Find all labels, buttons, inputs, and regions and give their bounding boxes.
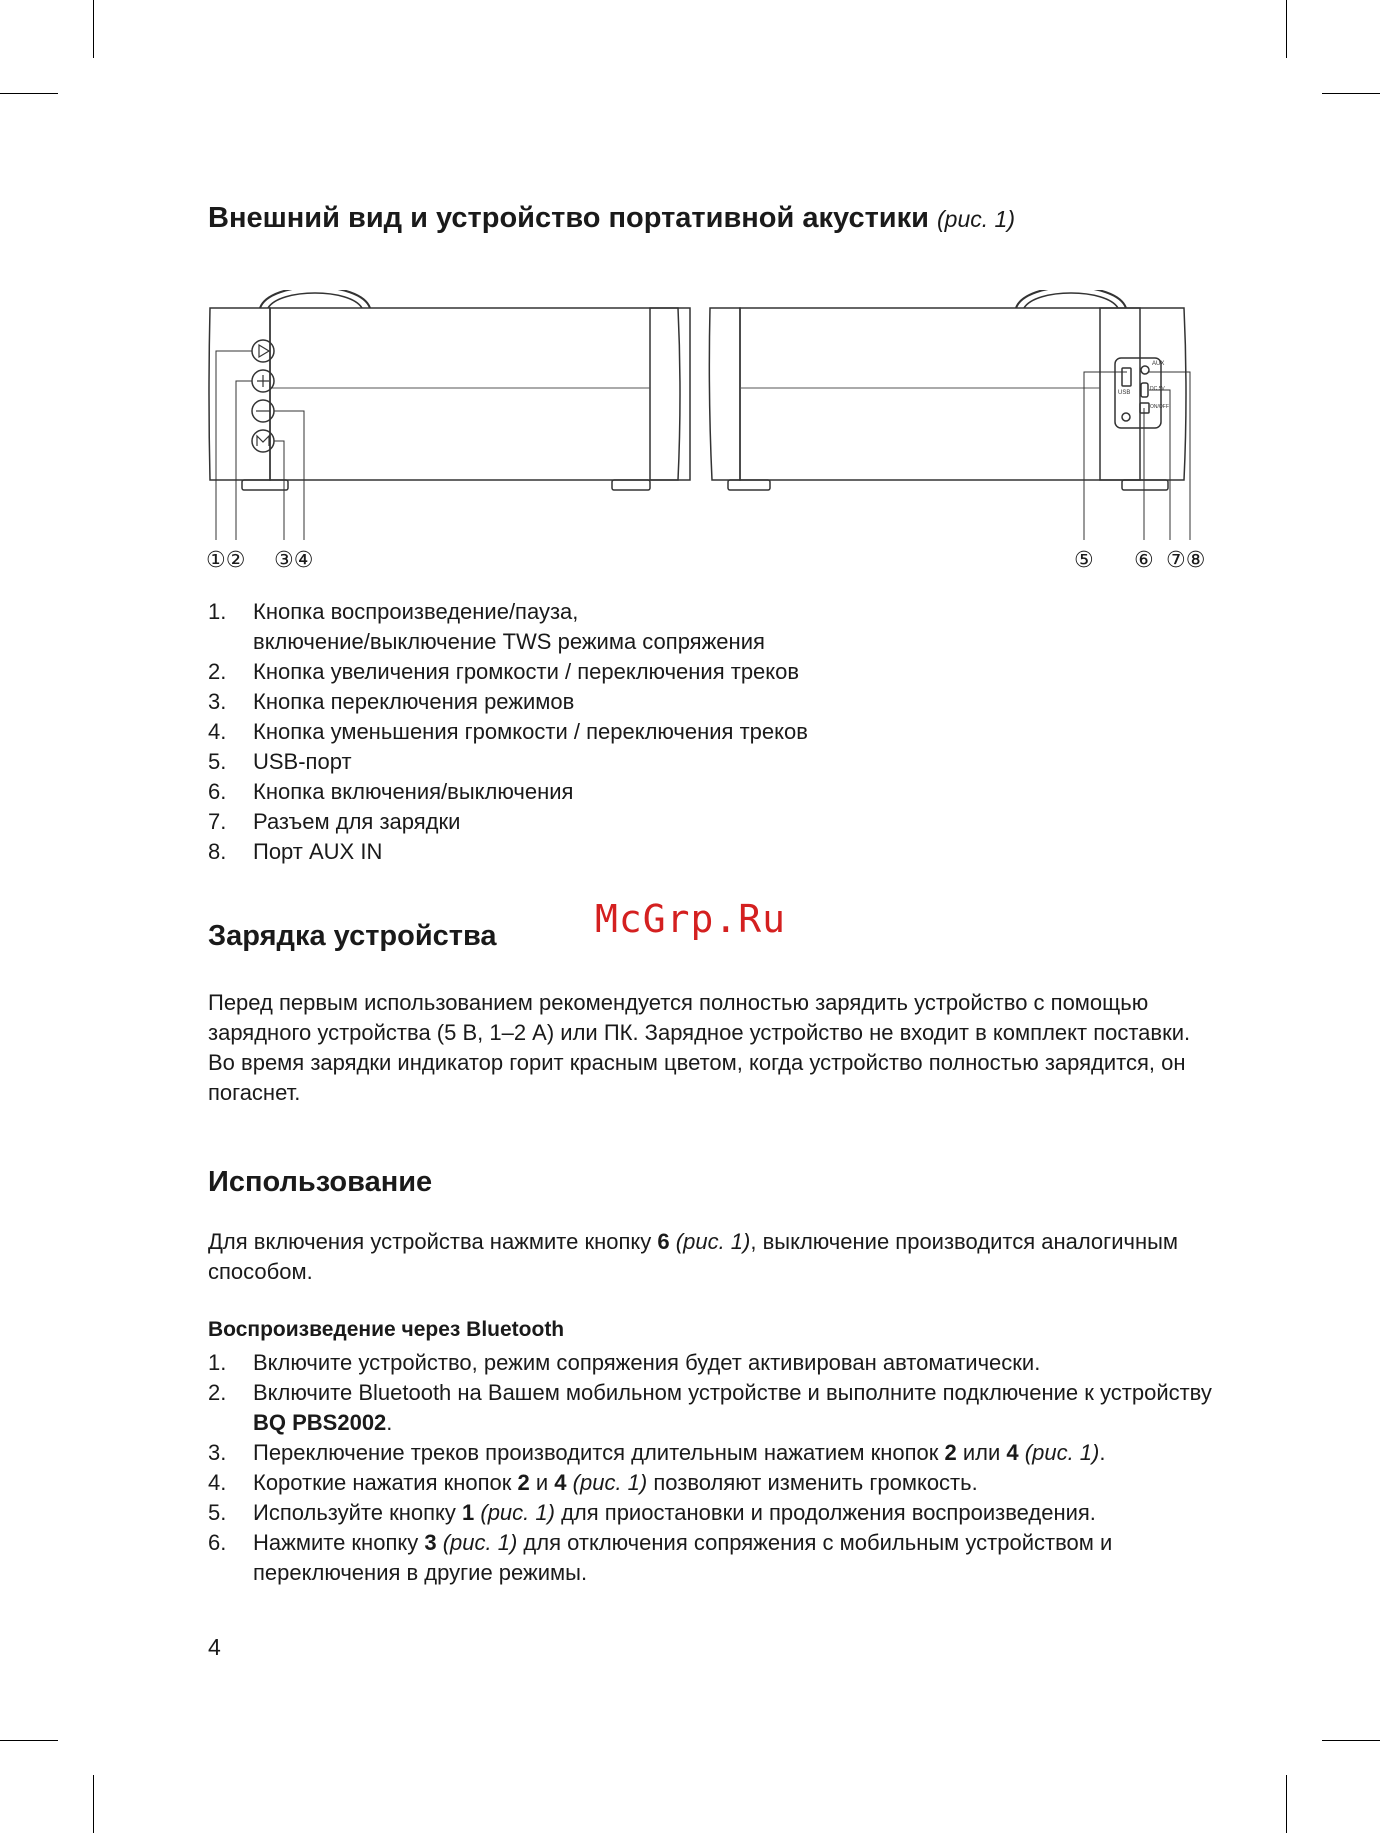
foot-right-1 (728, 480, 770, 490)
list-item (208, 1468, 1218, 1498)
crop-mark (93, 0, 94, 58)
list-item (208, 1498, 1218, 1528)
list-number: 1. (208, 599, 227, 624)
text-run: позволяют изменить громкость. (647, 1470, 978, 1495)
leader-5 (1084, 372, 1127, 540)
list-number: 3. (208, 689, 227, 714)
text-run: и (529, 1470, 555, 1495)
section-title-appearance (208, 202, 1015, 235)
text-run: для отключения сопряжения с мобильным устройством и переключения в другие режимы. (253, 1530, 1113, 1585)
text-run: Включите Bluetooth на Вашем мобильном устройстве и выполните подключение к устройству (253, 1380, 1212, 1405)
list-text: Порт AUX IN (253, 839, 383, 864)
list-number: 3. (208, 1440, 227, 1465)
list-number: 2. (208, 659, 227, 684)
charging-text (208, 988, 1218, 1108)
led-indicator (1122, 413, 1130, 421)
button-number: 4 (554, 1470, 567, 1495)
text-run: Используйте кнопку (253, 1500, 462, 1525)
list-item (208, 777, 1218, 807)
section-title-charging: Зарядка устройства (208, 920, 497, 952)
figure-reference: (рис. 1) (937, 206, 1015, 232)
right-left-cap (709, 308, 740, 480)
text-run: Переключение треков производится длительным нажатием кнопок (253, 1440, 945, 1465)
list-number: 5. (208, 1500, 227, 1525)
list-text-continued: включение/выключение TWS режима сопряжения (253, 629, 765, 654)
title-text: Внешний вид и устройство портативной акустики (208, 202, 929, 234)
list-number: 4. (208, 1470, 227, 1495)
list-text: Кнопка переключения режимов (253, 689, 575, 714)
list-number: 5. (208, 749, 227, 774)
text-run: . (386, 1410, 393, 1435)
play-icon (259, 345, 269, 357)
list-item (208, 1528, 1218, 1588)
button-number: 4 (1006, 1440, 1019, 1465)
figure-reference: (рис. 1) (675, 1229, 751, 1254)
leader-4 (274, 411, 304, 540)
crop-mark (0, 1740, 58, 1741)
crop-mark (1286, 0, 1287, 58)
foot-left-2 (612, 480, 650, 490)
speaker-figure (200, 290, 1220, 575)
port-label-aux: AUX (1152, 361, 1165, 367)
text-run: Нажмите кнопку (253, 1530, 425, 1555)
button-number: 2 (517, 1470, 530, 1495)
text-run: Для включения устройства нажмите кнопку (208, 1229, 658, 1254)
left-right-cap (650, 308, 680, 480)
right-end-cap (1100, 308, 1186, 480)
dc-port-graphic (1141, 383, 1148, 397)
text-run: . (1099, 1440, 1106, 1465)
list-item (208, 747, 1218, 777)
list-item (208, 1438, 1218, 1468)
figure-reference: (рис. 1) (572, 1470, 648, 1495)
list-text: Кнопка воспроизведение/пауза, (253, 599, 579, 624)
parts-list (208, 597, 1218, 867)
list-number: 4. (208, 719, 227, 744)
speaker-diagram (200, 290, 1220, 575)
foot-left-1 (242, 480, 288, 490)
watermark: McGrp.Ru (595, 897, 787, 941)
callout-6: ⑥ (1134, 548, 1154, 573)
list-text: Кнопка уменьшения громкости / переключения треков (253, 719, 808, 744)
list-item (208, 837, 1218, 867)
text-run: , выключение производится аналогичным способом. (208, 1229, 1179, 1284)
button-number: 2 (944, 1440, 957, 1465)
crop-mark (93, 1775, 94, 1833)
usb-port-graphic (1122, 368, 1131, 386)
bluetooth-steps (208, 1348, 1218, 1588)
figure-reference: (рис. 1) (1024, 1440, 1100, 1465)
device-name: BQ PBS2002 (253, 1410, 387, 1435)
figure-reference: (рис. 1) (480, 1500, 555, 1525)
list-number: 2. (208, 1380, 227, 1405)
callout-3-4: ③④ (274, 548, 314, 573)
paragraph (208, 1227, 1218, 1287)
leader-2 (236, 381, 252, 540)
strap-left-inner (268, 293, 362, 308)
list-text: Кнопка включения/выключения (253, 779, 574, 804)
figure-reference: (рис. 1) (442, 1530, 518, 1555)
leader-1 (216, 351, 252, 540)
crop-mark (0, 93, 58, 94)
mode-icon (257, 436, 269, 446)
left-body (270, 308, 690, 480)
list-number: 7. (208, 809, 227, 834)
text-run: или (956, 1440, 1007, 1465)
port-label-dc: DC 5V (1150, 386, 1165, 392)
crop-mark (1322, 93, 1380, 94)
list-item (208, 717, 1218, 747)
paragraph: Во время зарядки индикатор горит красным цветом, когда устройство полностью зарядится, он погаснет. (208, 1050, 1186, 1105)
list-item (208, 657, 1218, 687)
plus-icon (257, 375, 269, 387)
usage-text (208, 1227, 1218, 1287)
strap-right-inner (1024, 293, 1118, 308)
aux-port-graphic (1141, 366, 1149, 374)
list-item (208, 687, 1218, 717)
list-text: Кнопка увеличения громкости / переключения треков (253, 659, 800, 684)
list-item (208, 807, 1218, 837)
right-body (740, 308, 1140, 480)
list-item (208, 597, 1218, 657)
foot-right-2 (1122, 480, 1168, 490)
left-end-cap (209, 308, 270, 480)
list-text: Включите устройство, режим сопряжения будет активирован автоматически. (253, 1350, 1041, 1375)
callout-7-8: ⑦⑧ (1166, 548, 1206, 573)
list-number: 6. (208, 1530, 227, 1555)
section-title-usage: Использование (208, 1166, 433, 1198)
paragraph: Перед первым использованием рекомендуется полностью зарядить устройство с помощью зарядного устройства (5 В, 1–2 А) или ПК. Зарядное устройство не входит в комплект поставки. (208, 990, 1191, 1045)
callout-1-2: ①② (206, 548, 246, 573)
subsection-title-bluetooth: Воспроизведение через Bluetooth (208, 1318, 565, 1341)
list-text: USB-порт (253, 749, 352, 774)
text-run: для приостановки и продолжения воспроизведения. (554, 1500, 1096, 1525)
port-label-onoff: ON/OFF (1150, 404, 1169, 410)
list-text: Разъем для зарядки (253, 809, 461, 834)
leader-7 (1149, 390, 1170, 540)
button-number: 1 (462, 1500, 475, 1525)
button-number: 3 (424, 1530, 437, 1555)
text-run: Короткие нажатия кнопок (253, 1470, 518, 1495)
crop-mark (1322, 1740, 1380, 1741)
button-number: 6 (657, 1229, 670, 1254)
callout-5: ⑤ (1074, 548, 1094, 573)
port-label-usb: USB (1118, 390, 1131, 396)
list-number: 6. (208, 779, 227, 804)
list-item (208, 1348, 1218, 1378)
list-item (208, 1378, 1218, 1438)
list-number: 8. (208, 839, 227, 864)
crop-mark (1286, 1775, 1287, 1833)
list-number: 1. (208, 1350, 227, 1375)
page-number: 4 (208, 1634, 221, 1660)
